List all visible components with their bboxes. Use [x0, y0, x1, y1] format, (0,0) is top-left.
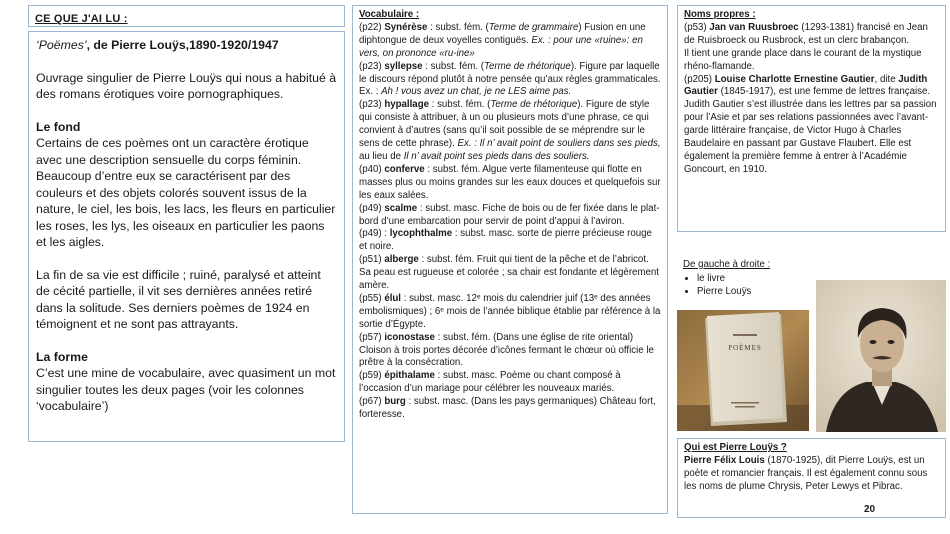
photo-caption-item: • Pierre Louÿs — [697, 285, 803, 298]
vocab-entry: (p67) burg : subst. masc. (Dans les pays germaniques) Château fort, forteresse. — [359, 396, 656, 421]
vocab-entry: (p23) syllepse : subst. fém. (Terme de rhétorique). Figure par laquelle le discours répond plutôt à notre pensée qu’aux règles grammaticales. Ex. : Ah ! vous avez un chat, je ne LES aime pas. — [359, 60, 661, 98]
book-photo — [677, 310, 809, 431]
proper-nouns-panel — [677, 5, 946, 232]
vocab-entry: (p51) alberge : subst. fém. Fruit qui tient de la pêche et de l’abricot. Sa peau est rugueuse et colorée ; sa chair est fondante et légèrement amère. — [359, 254, 659, 292]
proper-noun-entry: (p205) Louise Charlotte Ernestine Gautier, dite Judith Gautier (1845-1917), est une femme de lettres française. — [684, 73, 931, 98]
fond-paragraph-2: La fin de sa vie est difficile ; ruiné, paralysé et atteint de cécité partielle, il vit ses dernières années retiré dans la solitude. Ses derniers poèmes de 1924 en témoignent et ne sont pas attrayants. — [36, 267, 321, 331]
photo-caption — [683, 258, 803, 298]
portrait-illustration — [816, 280, 946, 432]
review-intro: Ouvrage singulier de Pierre Louÿs qui nous a habitué à des romans érotiques voire pornographiques. — [36, 70, 337, 101]
vocab-entry: (p22) Synérèse : subst. fém. (Terme de grammaire) Fusion en une diphtongue de deux voyelles contiguës. Ex. : pour une «ruine»: en vers, on prononce «ru-ine» — [359, 21, 646, 59]
forme-paragraph: C’est une mine de vocabulaire, avec quasiment un mot singulier toutes les deux pages (voir les colonnes ‘vocabulaire’) — [36, 366, 336, 413]
book-title: ‘Poëmes’ — [36, 38, 87, 52]
proper-noun-note: Judith Gautier s’est illustrée dans les lettres par sa passion pour l’Asie et par ses relations passionnées avec l’avant-garde littéraire française, de Victor Hugo à Charles Baudelaire en passant par Gustave Flaubert. Elle est également la première femme à entrer à l’Académie Goncourt, en 1910. — [684, 99, 937, 175]
forme-heading: La forme — [36, 349, 88, 364]
page-number: 20 — [864, 504, 876, 515]
book-title-line — [36, 37, 337, 54]
vocab-entry: (p59) épithalame : subst. masc. Poème ou chant composé à l’occasion d’un mariage pour célébrer les nouveaux mariés. — [359, 370, 621, 395]
vocab-entry: (p49) scalme : subst. masc. Fiche de bois ou de fer fixée dans le plat-bord d’une embarcation pour servir de point d’appui à l’aviron. — [359, 202, 660, 227]
vocab-entry: (p49) : lycophthalme : subst. masc. sorte de pierre précieuse rouge et noire. — [359, 228, 652, 253]
author-bio-heading: Qui est Pierre Louÿs ? — [684, 442, 787, 453]
book-cover-title: POÈMES — [728, 344, 762, 352]
proper-nouns-heading: Noms propres : — [684, 9, 756, 20]
proper-noun-note: Il tient une grande place dans le courant de la mystique rhéno-flamande. — [684, 47, 922, 72]
fond-heading: Le fond — [36, 119, 81, 134]
portrait-photo — [816, 280, 946, 432]
photo-caption-title: De gauche à droite : — [683, 259, 771, 270]
vocab-entry: (p55) élul : subst. masc. 12ᵉ mois du calendrier juif (13ᵉ des années embolismiques) ; 6ᵉ mois de l’année biblique établie par référence à la sortie d’Égypte. — [359, 292, 661, 330]
book-author-dates: , de Pierre Louÿs,1890-1920/1947 — [86, 38, 279, 52]
vocabulary-panel — [352, 5, 668, 514]
author-bio-panel — [677, 438, 946, 518]
vocab-entry: (p23) hypallage : subst. fém. (Terme de rhétorique). Figure de style qui consiste à attribuer, à un ou plusieurs mots d’une phrase, ce qui convient à d’autres (sans qu’il soit possible de se méprendre sur le sens de cette phrase). Ex. : Il n’ avait point de souliers dans ses pieds, au lieu de Il n’ avait point ses pieds dans des souliers. — [359, 99, 661, 162]
vocab-entry: (p57) iconostase : subst. fém. (Dans une église de rite oriental) Cloison à trois portes décorée d’icônes fermant le chœur où officie le prêtre à la consécration. — [359, 331, 654, 369]
vocabulary-heading: Vocabulaire : — [359, 9, 420, 20]
vocab-entry: (p40) conferve : subst. fém. Algue verte filamenteuse qui flotte en masses plus ou moins grandes sur les eaux douces et quelquefois sur les eaux salées. — [359, 163, 661, 201]
author-bio-text: Pierre Félix Louis (1870-1925), dit Pierre Louÿs, est un poète et romancier français. Il est également connu sous les noms de plume Chrysis, Peter Lewys et Pibrac. — [684, 454, 928, 492]
section-heading-box — [28, 5, 345, 27]
review-panel — [28, 31, 345, 442]
book-illustration — [677, 310, 809, 431]
photo-caption-item: • le livre — [697, 272, 803, 285]
fond-paragraph-1: Certains de ces poèmes ont un caractère érotique avec une description sensuelle du corps féminin. Beaucoup d’entre eux se caractérisent par des couleurs et des objets colorés souvent issus de la nature, le ciel, les bois, les lacs, les fleurs en particulier les roses, les lys, les oiseaux en particulier les paons et les aigles. — [36, 136, 336, 249]
section-heading: CE QUE J'AI LU : — [35, 13, 128, 25]
proper-noun-entry: (p53) Jan van Ruusbroec (1293-1381) francisé en Jean de Ruisbroeck ou Rusbrock, est un clerc brabançon. — [684, 21, 928, 46]
